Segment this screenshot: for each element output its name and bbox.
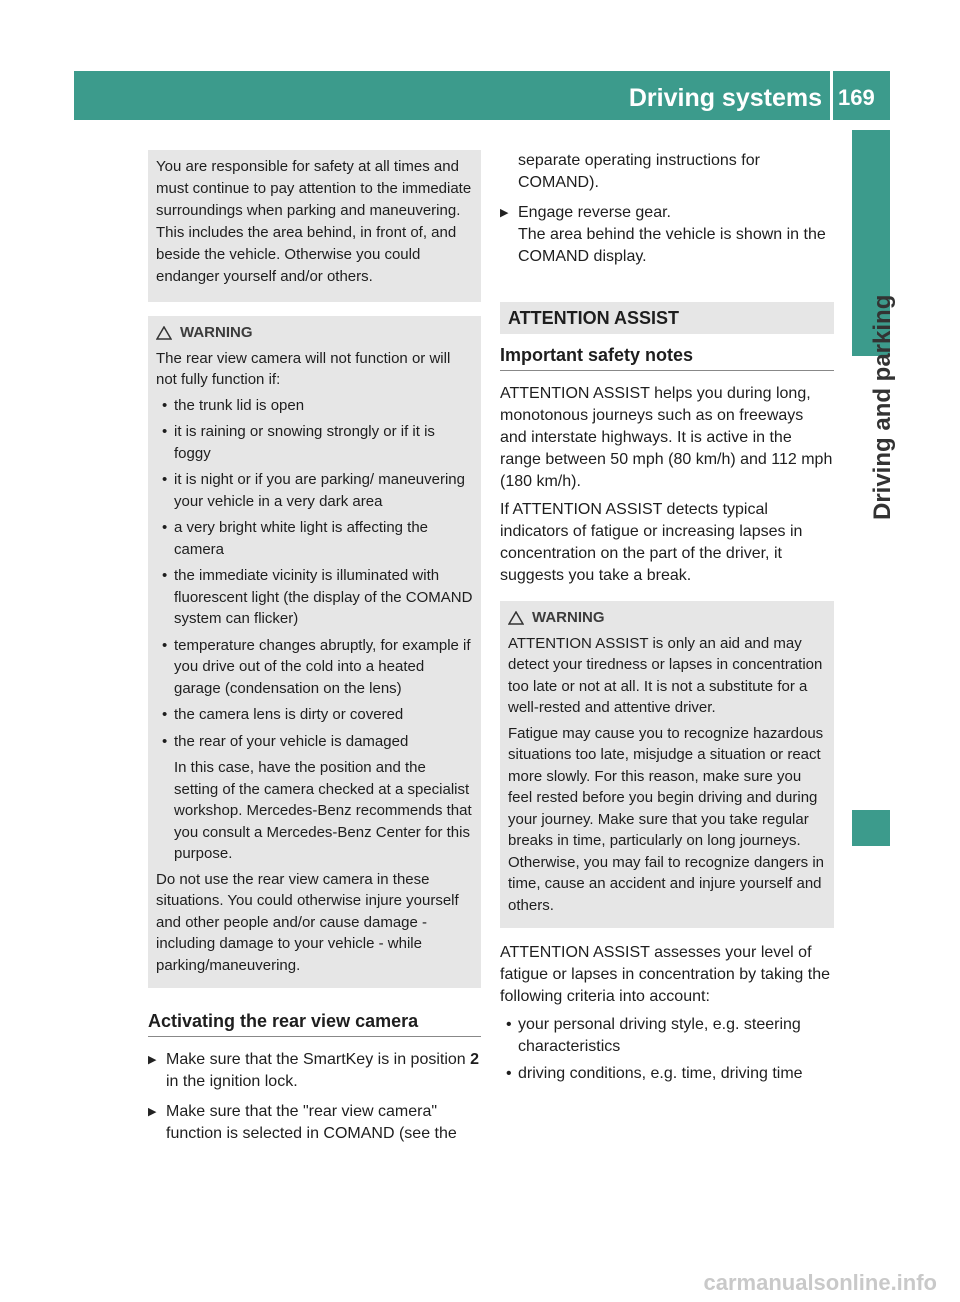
warning-label: WARNING [532,609,605,626]
left-column [148,150,481,1153]
paragraph: ATTENTION ASSIST helps you during long, monotonous journeys such as on freeways and interstate highways. It is active in the range between 50 mph (80 km/h) and 112 mph (180 km/h). [500,385,833,490]
list-item: • a very bright white light is affecting the camera [156,517,473,560]
side-tab-label: Driving and parking [869,294,896,520]
section-title: Important safety notes [500,344,834,371]
warning-text: Fatigue may cause you to recognize hazardous situations too late, misjudge a situation or react more slowly. For this reason, make sure you feel rested before you begin driving and during your journey. Make sure that you take regular breaks in time, particularly on long journeys. Otherwise, you may fail to recognize dangers in time, cause an accident and injure yourself and others. [508,724,824,914]
warning-sub: In this case, have the position and the setting of the camera checked at a specialist workshop. Mercedes-Benz recommends that you consult a Mercedes-Benz Center for this purpose. [174,759,472,862]
warning-label: WARNING [180,324,253,341]
side-marker [852,810,890,846]
list-item: • the rear of your vehicle is damaged [156,731,473,753]
list-item: • your personal driving style, e.g. steering characteristics [500,1014,834,1058]
list-item: • the immediate vicinity is illuminated with fluorescent light (the display of the COMAND system can flicker) [156,565,473,630]
note-text: You are responsible for safety at all times and must continue to pay attention to the immediate surroundings when parking and maneuvering. This includes the area behind, in front of, and beside the vehicle. Otherwise you could endanger yourself and/or others. [156,158,472,285]
chapter-title: Driving systems [628,84,822,112]
warning-triangle-icon [156,326,172,340]
warning-list [156,395,473,753]
watermark: carmanualsonline.info [703,1270,937,1295]
warning-triangle-icon [508,611,524,625]
steps-list [500,150,834,268]
warning-intro: The rear view camera will not function or will not fully function if: [156,349,451,388]
warning-outro: Do not use the rear view camera in these situations. You could otherwise injure yourself and other people and/or cause damage - including damage to your vehicle - while parking/maneuvering. [156,870,459,974]
warning-text: ATTENTION ASSIST is only an aid and may detect your tiredness or lapses in concentration too late or not at all. It is not a substitute for a well-rested and attentive driver. [508,634,823,716]
page-number: 169 [838,85,875,110]
criteria-list [500,1014,834,1085]
list-item: • it is raining or snowing strongly or if it is foggy [156,421,473,464]
section-title: Activating the rear view camera [148,1010,481,1037]
step-text: in the ignition lock. [166,1073,298,1090]
right-column [500,150,834,1090]
warning-header [156,322,473,344]
warning-header [508,607,826,629]
step-item [500,202,834,268]
step-text: Make sure that the SmartKey is in position [166,1051,466,1068]
safety-note [148,150,481,302]
step-item: ▶ Make sure that the "rear view camera" function is selected in COMAND (see the [148,1101,481,1145]
warning-box [148,316,481,988]
list-item: • the camera lens is dirty or covered [156,704,473,726]
step-position: 2 [470,1051,480,1068]
warning-box [500,601,834,928]
list-item: • the trunk lid is open [156,395,473,417]
list-item: • temperature changes abruptly, for example if you drive out of the cold into a heated garage (condensation on the lens) [156,635,473,700]
step-continuation: separate operating instructions for COMAND). [518,152,760,191]
list-item: • it is night or if you are parking/ maneuvering your vehicle in a very dark area [156,469,473,512]
section-banner: ATTENTION ASSIST [500,302,834,334]
step-result: The area behind the vehicle is shown in the COMAND display. [518,226,826,265]
list-item: • driving conditions, e.g. time, driving time [500,1063,834,1085]
paragraph: ATTENTION ASSIST assesses your level of fatigue or lapses in concentration by taking the following criteria into account: [500,944,830,1005]
steps-list [148,1049,481,1145]
header-divider [830,71,833,120]
step-text: ▶ Engage reverse gear. [518,204,671,221]
paragraph: If ATTENTION ASSIST detects typical indicators of fatigue or increasing lapses in concentration on the part of the driver, it suggests you take a break. [500,501,803,584]
step-item [148,1049,481,1093]
